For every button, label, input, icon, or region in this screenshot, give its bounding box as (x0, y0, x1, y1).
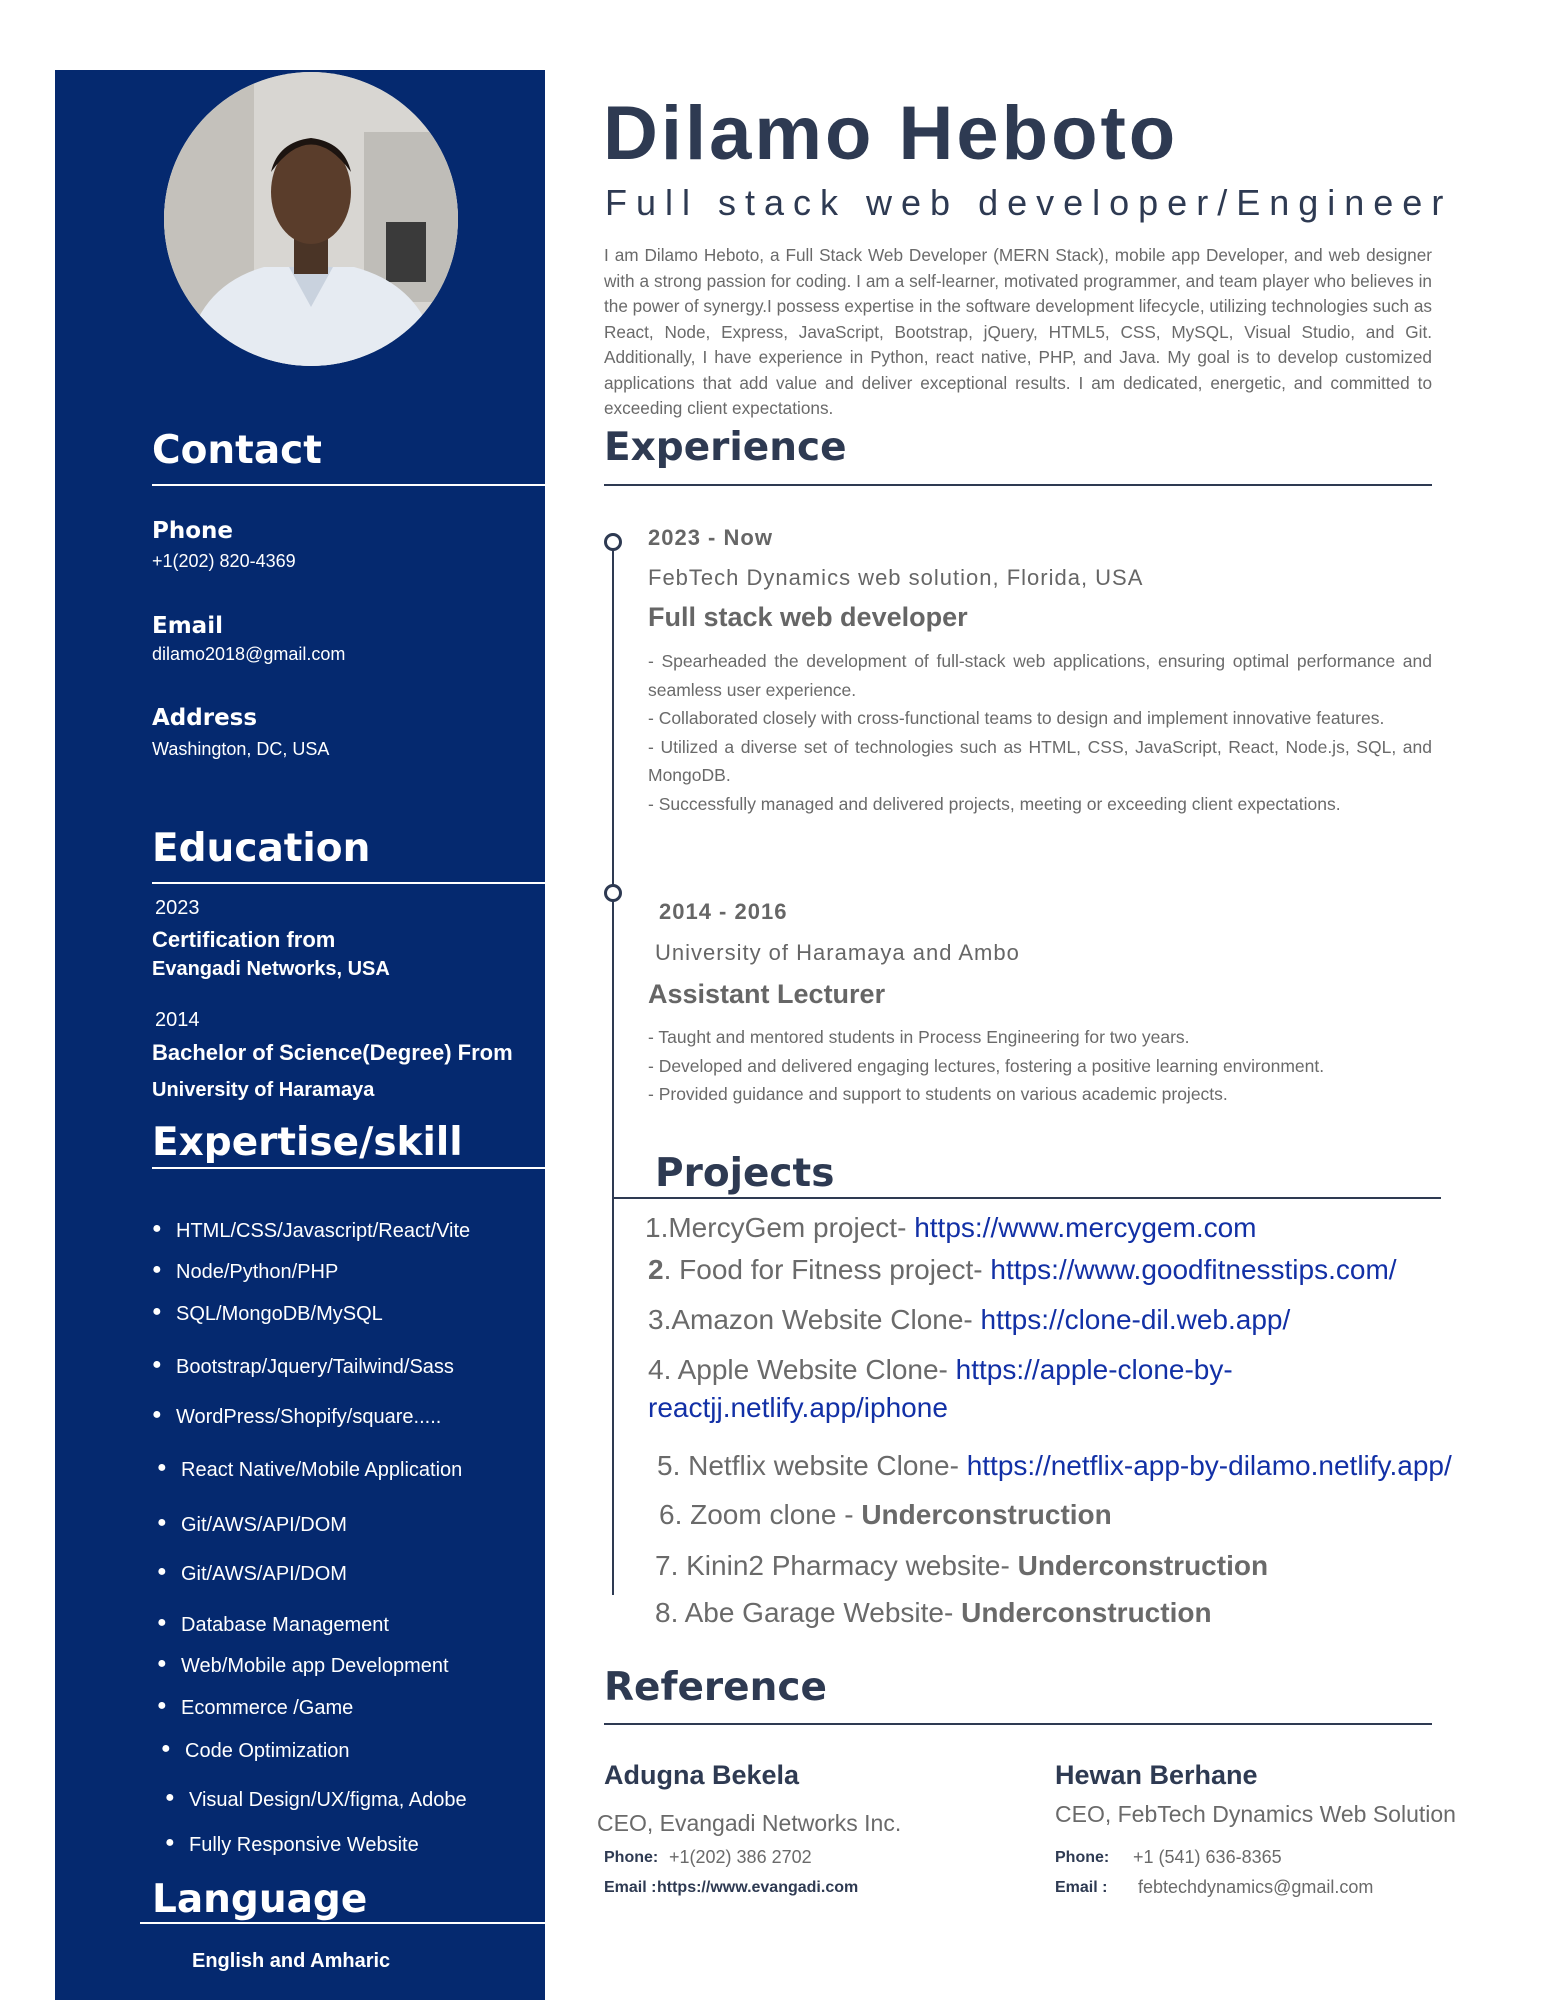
bullet-icon: ● (157, 1614, 167, 1631)
project-item: 6. Zoom clone - Underconstruction (659, 1499, 1112, 1530)
experience-heading: Experience (604, 425, 847, 470)
bullet-icon: ● (157, 1514, 167, 1531)
skill-item: ● Node/Python/PHP (152, 1261, 339, 1283)
project-item: 4. Apple Website Clone- https://apple-clone-by- (648, 1354, 1233, 1385)
summary-paragraph: I am Dilamo Heboto, a Full Stack Web Developer (MERN Stack), mobile app Developer, and web designer with a strong passion for coding. I am a self-learner, motivated programmer, and team player who believes in the power of synergy.I possess expertise in the software development lifecycle, utilizing technologies such as React, Node, Express, JavaScript, Bootstrap, jQuery, HTML5, CSS, MySQL, Visual Studio, and Git. Additionally, I have experience in Python, react native, PHP, and Java. My goal is to develop customized applications that add value and deliver exceptional results. I am dedicated, energetic, and committed to exceeding client expectations. (604, 245, 1432, 418)
experience-bullets: - Taught and mentored students in Process Engineering for two years. - Developed and delivered engaging lectures, fostering a positive learning environment. - Provided guidance and support to students on various academic projects. (648, 1027, 1325, 1104)
project-link-continued[interactable]: reactjj.netlify.app/iphone (648, 1392, 948, 1423)
skill-item: ● WordPress/Shopify/square..... (152, 1406, 442, 1428)
bullet-icon: ● (161, 1740, 171, 1757)
reference-email[interactable]: febtechdynamics@gmail.com (1138, 1877, 1374, 1897)
skill-item: ● Ecommerce /Game (157, 1697, 354, 1719)
bullet-icon: ● (152, 1220, 162, 1237)
contact-divider (152, 484, 545, 486)
reference-email-label: Email : (604, 1879, 657, 1896)
projects-divider (614, 1197, 1441, 1199)
skill-item: ● React Native/Mobile Application (157, 1459, 463, 1481)
project-link[interactable]: https://apple-clone-by- (955, 1354, 1233, 1385)
email-label: Email (152, 613, 223, 639)
timeline-dot-icon (604, 533, 622, 551)
education-year: 2023 (155, 897, 200, 919)
experience-organization: FebTech Dynamics web solution, Florida, USA (648, 565, 1144, 590)
education-school: University of Haramaya (152, 1079, 375, 1101)
education-degree: Certification from (152, 927, 336, 952)
profile-photo-image (164, 72, 458, 366)
address-value: Washington, DC, USA (152, 739, 330, 759)
reference-role: CEO, FebTech Dynamics Web Solution (1055, 1801, 1456, 1827)
language-divider (140, 1922, 545, 1924)
reference-heading: Reference (604, 1665, 827, 1710)
project-link[interactable]: https://www.goodfitnesstips.com/ (990, 1254, 1397, 1285)
timeline-line (612, 543, 614, 1595)
reference-email-label: Email : (1055, 1879, 1108, 1896)
project-status: Underconstruction (1017, 1550, 1269, 1581)
reference-phone-label: Phone: (1055, 1849, 1110, 1866)
bullet-icon: ● (165, 1834, 175, 1851)
reference-role: CEO, Evangadi Networks Inc. (597, 1810, 902, 1836)
education-divider (152, 882, 545, 884)
project-item: 5. Netflix website Clone- https://netflix-app-by-dilamo.netlify.app/ (657, 1450, 1452, 1481)
experience-bullets: - Spearheaded the development of full-stack web applications, ensuring optimal performance and seamless user experience. - Collaborated closely with cross-functional teams to design and implement innovative features. - Utilized a diverse set of technologies such as HTML, CSS, JavaScript, React, Node.js, SQL, and MongoDB. - Successfully managed and delivered projects, meeting or exceeding client expectations. (648, 651, 1432, 814)
person-name: Dilamo Heboto (603, 91, 1179, 176)
experience-role: Assistant Lecturer (648, 979, 886, 1009)
education-year: 2014 (155, 1009, 200, 1031)
language-value: English and Amharic (192, 1950, 391, 1972)
bullet-icon: ● (152, 1356, 162, 1373)
bullet-icon: ● (152, 1303, 162, 1320)
skills-heading: Expertise/skill (152, 1120, 463, 1165)
education-degree: Bachelor of Science(Degree) From (152, 1040, 513, 1065)
reference-phone: +1(202) 386 2702 (669, 1847, 812, 1867)
bullet-icon: ● (152, 1261, 162, 1278)
phone-label: Phone (152, 518, 234, 544)
skill-item: ● Git/AWS/API/DOM (157, 1563, 347, 1585)
experience-divider (604, 484, 1432, 486)
skills-divider (152, 1167, 545, 1169)
skill-item: ● Web/Mobile app Development (157, 1655, 449, 1677)
bullet-icon: ● (157, 1563, 167, 1580)
projects-heading: Projects (655, 1151, 835, 1196)
project-item: 1.MercyGem project- https://www.mercygem.com (645, 1212, 1257, 1243)
profile-photo (164, 72, 458, 366)
address-label: Address (152, 705, 258, 731)
bullet-icon: ● (152, 1406, 162, 1423)
skill-item: ● Database Management (157, 1614, 389, 1636)
project-item: 8. Abe Garage Website- Underconstruction (655, 1597, 1212, 1628)
bullet-icon: ● (157, 1655, 167, 1672)
reference-divider (604, 1723, 1432, 1725)
contact-heading: Contact (152, 428, 322, 473)
experience-date: 2023 - Now (648, 525, 773, 550)
job-title: Full stack web developer/Engineer (605, 182, 1453, 223)
skill-item: ● Visual Design/UX/figma, Adobe (165, 1789, 467, 1811)
language-heading: Language (152, 1877, 368, 1922)
skill-item: ● SQL/MongoDB/MySQL (152, 1303, 383, 1325)
experience-date: 2014 - 2016 (659, 899, 788, 924)
skill-item: ● HTML/CSS/Javascript/React/Vite (152, 1220, 471, 1242)
project-item: 7. Kinin2 Pharmacy website- Underconstruction (655, 1550, 1269, 1581)
reference-phone: +1 (541) 636-8365 (1133, 1847, 1282, 1867)
bullet-icon: ● (157, 1697, 167, 1714)
project-link[interactable]: https://www.mercygem.com (914, 1212, 1257, 1243)
bullet-icon: ● (157, 1459, 167, 1476)
project-link[interactable]: https://clone-dil.web.app/ (980, 1304, 1291, 1335)
skill-item: ● Code Optimization (161, 1740, 350, 1762)
reference-email[interactable]: https://www.evangadi.com (657, 1879, 859, 1896)
project-item: 2. Food for Fitness project- https://www.goodfitnesstips.com/ (648, 1254, 1397, 1285)
project-item: 3.Amazon Website Clone- https://clone-dil.web.app/ (648, 1304, 1291, 1335)
email-value[interactable]: dilamo2018@gmail.com (152, 644, 346, 664)
education-school: Evangadi Networks, USA (152, 958, 390, 980)
experience-organization: University of Haramaya and Ambo (655, 940, 1020, 965)
skill-item: ● Git/AWS/API/DOM (157, 1514, 347, 1536)
timeline-dot-icon (604, 884, 622, 902)
project-status: Underconstruction (961, 1597, 1212, 1628)
skill-item: ● Bootstrap/Jquery/Tailwind/Sass (152, 1356, 454, 1378)
project-status: Underconstruction (861, 1499, 1112, 1530)
project-link[interactable]: https://netflix-app-by-dilamo.netlify.app/ (966, 1450, 1452, 1481)
reference-name: Hewan Berhane (1055, 1760, 1258, 1790)
reference-phone-label: Phone: (604, 1849, 659, 1866)
reference-name: Adugna Bekela (604, 1760, 800, 1790)
experience-role: Full stack web developer (648, 602, 968, 632)
education-heading: Education (152, 826, 371, 871)
phone-value: +1(202) 820-4369 (152, 551, 296, 571)
skill-item: ● Fully Responsive Website (165, 1834, 419, 1856)
bullet-icon: ● (165, 1789, 175, 1806)
